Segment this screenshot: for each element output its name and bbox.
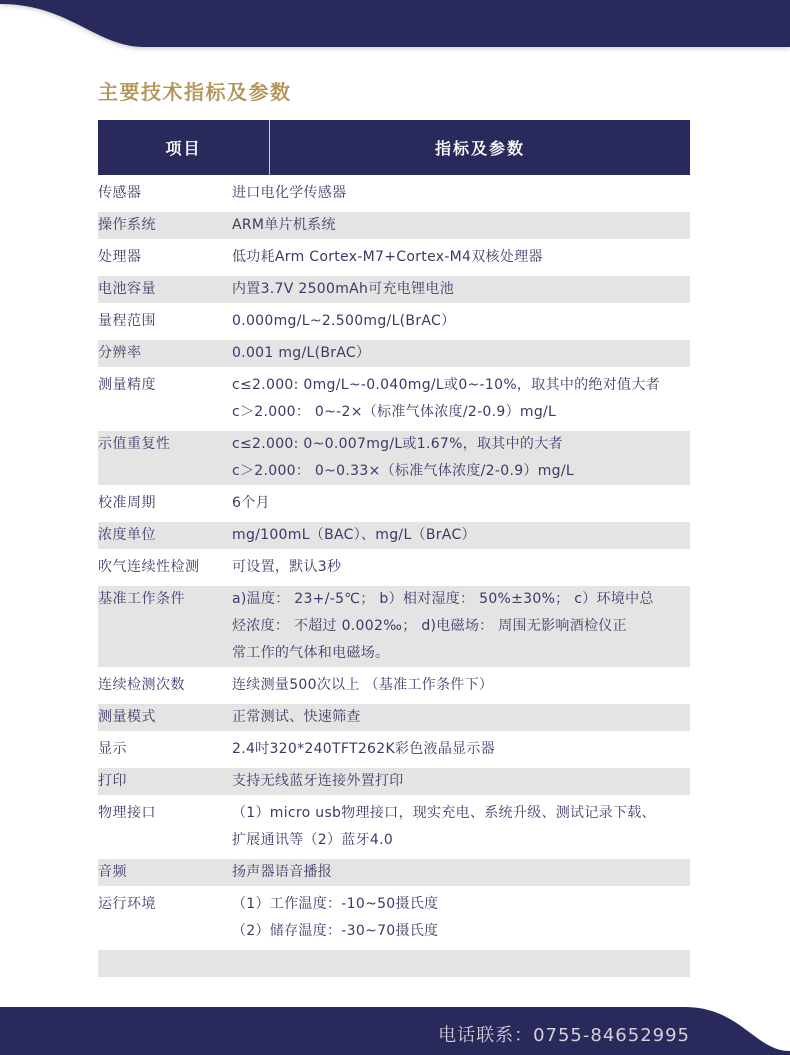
row-value-line: 常工作的气体和电磁场。 bbox=[232, 644, 390, 661]
table-row bbox=[98, 733, 690, 765]
row-label: 基准工作条件 bbox=[98, 590, 185, 607]
row-label: 操作系统 bbox=[98, 216, 156, 233]
row-value-line: （1）工作温度：-10~50摄氏度 bbox=[232, 895, 439, 912]
table-row bbox=[98, 797, 690, 856]
table-row bbox=[98, 209, 690, 241]
row-label bbox=[98, 950, 232, 977]
spec-table bbox=[98, 120, 690, 979]
row-value-line: c＞2.000： 0~0.33×（标准气体浓度/2-0.9）mg/L bbox=[232, 462, 574, 479]
row-value bbox=[232, 586, 690, 667]
row-value-line: 6个月 bbox=[232, 494, 270, 511]
table-row bbox=[98, 947, 690, 979]
row-value bbox=[232, 672, 690, 699]
row-value-line: 烃浓度： 不超过 0.002‰； d)电磁场： 周围无影响酒检仪正 bbox=[232, 617, 627, 634]
table-row bbox=[98, 428, 690, 487]
row-label: 测量精度 bbox=[98, 376, 156, 393]
row-label: 电池容量 bbox=[98, 280, 156, 297]
table-row bbox=[98, 765, 690, 797]
row-value bbox=[232, 800, 690, 854]
row-value-line: mg/100mL（BAC）、mg/L（BrAC） bbox=[232, 526, 476, 543]
row-label: 量程范围 bbox=[98, 312, 156, 329]
contact-phone: 电话联系：0755-84652995 bbox=[438, 1025, 690, 1046]
row-label: 校准周期 bbox=[98, 494, 156, 511]
table-row bbox=[98, 305, 690, 337]
table-row bbox=[98, 583, 690, 669]
row-value-line: 内置3.7V 2500mAh可充电锂电池 bbox=[232, 280, 455, 297]
table-header-value: 指标及参数 bbox=[434, 139, 525, 158]
row-value-line: c＞2.000： 0~-2×（标准气体浓度/2-0.9）mg/L bbox=[232, 403, 557, 420]
table-row bbox=[98, 337, 690, 369]
row-label: 传感器 bbox=[98, 184, 142, 201]
table-row bbox=[98, 888, 690, 947]
row-label: 打印 bbox=[98, 772, 127, 789]
row-value-line: c≤2.000: 0mg/L~-0.040mg/L或0~-10%，取其中的绝对值大者 bbox=[232, 376, 660, 393]
row-value bbox=[232, 180, 690, 207]
row-value-line: 进口电化学传感器 bbox=[232, 184, 347, 201]
row-value-line: 正常测试、快速筛查 bbox=[232, 708, 361, 725]
table-row bbox=[98, 241, 690, 273]
table-row bbox=[98, 856, 690, 888]
row-value bbox=[232, 950, 690, 977]
row-label: 运行环境 bbox=[98, 895, 156, 912]
row-label: 分辨率 bbox=[98, 344, 142, 361]
row-value-line: （1）micro usb物理接口，现实充电、系统升级、测试记录下载、 bbox=[232, 804, 656, 821]
row-value-line: （2）储存温度：-30~70摄氏度 bbox=[232, 922, 439, 939]
row-value bbox=[232, 554, 690, 581]
row-value-line: 连续测量500次以上 （基准工作条件下） bbox=[232, 676, 494, 693]
row-value bbox=[232, 431, 690, 485]
row-value-line: c≤2.000: 0~0.007mg/L或1.67%，取其中的大者 bbox=[232, 435, 563, 452]
row-value bbox=[232, 736, 690, 763]
row-value-line: a)温度： 23+/-5℃； b）相对湿度： 50%±30%； c）环境中总 bbox=[232, 590, 654, 607]
row-label: 浓度单位 bbox=[98, 526, 156, 543]
row-value-line: 0.001 mg/L(BrAC） bbox=[232, 344, 371, 361]
row-value bbox=[232, 522, 690, 549]
table-row bbox=[98, 369, 690, 428]
row-label: 示值重复性 bbox=[98, 435, 171, 452]
row-value bbox=[232, 704, 690, 731]
table-row bbox=[98, 487, 690, 519]
row-value-line: 低功耗Arm Cortex-M7+Cortex-M4双核处理器 bbox=[232, 248, 543, 265]
page-title: 主要技术指标及参数 bbox=[98, 80, 292, 104]
row-label: 显示 bbox=[98, 740, 127, 757]
table-row bbox=[98, 669, 690, 701]
row-value bbox=[232, 308, 690, 335]
table-row bbox=[98, 177, 690, 209]
row-label: 处理器 bbox=[98, 248, 142, 265]
top-wave-band bbox=[0, 0, 790, 50]
row-value-line bbox=[232, 950, 690, 977]
table-header-row bbox=[98, 120, 690, 175]
table-row bbox=[98, 551, 690, 583]
table-row bbox=[98, 701, 690, 733]
row-value-line: 0.000mg/L~2.500mg/L(BrAC） bbox=[232, 312, 456, 329]
table-body bbox=[98, 177, 690, 979]
row-label: 音频 bbox=[98, 863, 127, 880]
row-value-line: ARM单片机系统 bbox=[232, 216, 336, 233]
row-value bbox=[232, 372, 690, 426]
row-value bbox=[232, 244, 690, 271]
row-value bbox=[232, 768, 690, 795]
table-header-item: 项目 bbox=[98, 120, 270, 175]
row-label: 测量模式 bbox=[98, 708, 156, 725]
row-label: 物理接口 bbox=[98, 804, 156, 821]
row-value-line: 扩展通讯等（2）蓝牙4.0 bbox=[232, 831, 394, 848]
row-value bbox=[232, 276, 690, 303]
row-label: 吹气连续性检测 bbox=[98, 558, 200, 575]
row-label: 连续检测次数 bbox=[98, 676, 185, 693]
row-value bbox=[232, 340, 690, 367]
row-value bbox=[232, 212, 690, 239]
row-value-line: 可设置，默认3秒 bbox=[232, 558, 342, 575]
row-value bbox=[232, 859, 690, 886]
row-value-line: 扬声器语音播报 bbox=[232, 863, 333, 880]
row-value-line: 2.4吋320*240TFT262K彩色液晶显示器 bbox=[232, 740, 496, 757]
row-value-line: 支持无线蓝牙连接外置打印 bbox=[232, 772, 404, 789]
row-value bbox=[232, 490, 690, 517]
table-row bbox=[98, 273, 690, 305]
row-value bbox=[232, 891, 690, 945]
table-row bbox=[98, 519, 690, 551]
